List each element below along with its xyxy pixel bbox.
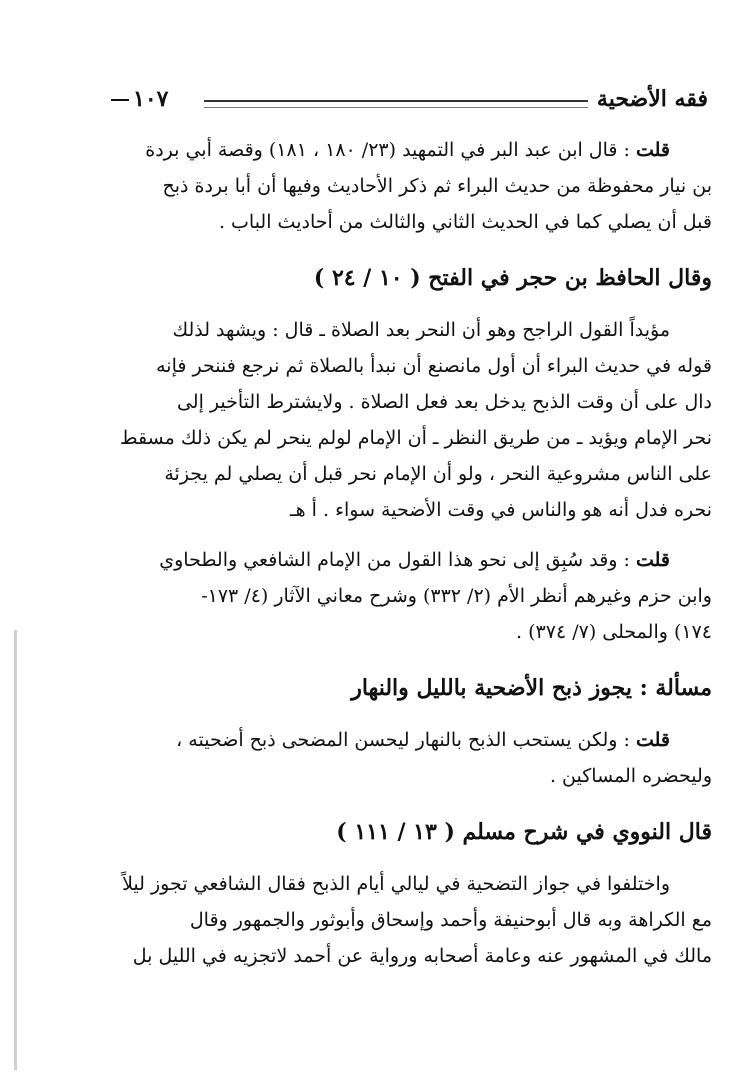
header-rule (204, 100, 588, 108)
book-title: فقه الأضحية (596, 86, 708, 112)
paragraph-line: قبل أن يصلي كما في الحديث الثاني والثالث من أحاديث الباب . (218, 211, 712, 233)
paragraph-line: بن نيار محفوظة من حديث البراء ثم ذكر الأحاديث وفيها أن أبا بردة ذبح (162, 175, 712, 197)
qultu-label: قلت (635, 139, 670, 161)
paragraph-line: مالك في المشهور عنه وعامة أصحابه ورواية عن أحمد لاتجزيه في الليل بل (132, 945, 712, 967)
paragraph-line: وليحضره المساكين . (549, 765, 712, 787)
paragraph-line: نحره فدل أنه هو والناس في وقت الأضحية سواء . أ هـ (290, 499, 712, 521)
paragraph-line (86, 542, 712, 578)
section-heading: وقال الحافظ بن حجر في الفتح ( ١٠ / ٢٤ ) (313, 265, 712, 291)
line-text: : وقد سُبِق إلى نحو هذا القول من الإمام الشافعي والطحاوي (159, 549, 636, 571)
section-heading: مسألة : يجوز ذبح الأضحية بالليل والنهار (351, 675, 712, 701)
page-body (86, 132, 712, 974)
line-text: : ولكن يستحب الذبح بالنهار ليحسن المضحى ذبح أضحيته ، (176, 729, 636, 751)
paragraph-line: واختلفوا في جواز التضحية في ليالي أيام الذبح فقال الشافعي تجوز ليلاً (122, 873, 670, 895)
line-text: : قال ابن عبد البر في التمهيد (٢٣/ ١٨٠ ، ١٨١) وقصة أبي بردة (145, 139, 636, 161)
paragraph-line: مع الكراهة وبه قال أبوحنيفة وأحمد وإسحاق وأبوثور والجمهور وقال (189, 909, 712, 931)
page-header (108, 82, 708, 116)
paragraph-line (86, 722, 712, 758)
paragraph-line: نحر الإمام ويؤيد ـ من طريق النظر ـ أن الإمام لولم ينحر لم يكن ذلك مسقط (120, 427, 712, 449)
paragraph-line: ١٧٤) والمحلى (٧/ ٣٧٤) . (516, 621, 712, 643)
paragraph-line: دال على أن وقت الذبح يدخل بعد فعل الصلاة . ولايشترط التأخير إلى (176, 391, 712, 413)
qultu-label: قلت (635, 729, 670, 751)
paragraph-line (86, 132, 712, 168)
paragraph-line: وابن حزم وغيرهم أنظر الأم (٢/ ٣٣٢) وشرح معاني الآثار (٤/ ١٧٣- (201, 585, 712, 607)
page-edge-shadow (14, 630, 17, 1070)
paragraph-line: على الناس مشروعية النحر ، ولو أن الإمام نحر قبل أن يصلي لم يجزئة (164, 463, 712, 485)
page-number: ١٠٧ (133, 82, 168, 116)
qultu-label: قلت (635, 549, 670, 571)
paragraph-line: قوله في حديث البراء أن أول مانصنع أن نبدأ بالصلاة ثم نرجع فننحر فإنه (156, 355, 712, 377)
paragraph-line: مؤيداً القول الراجح وهو أن النحر بعد الصلاة ـ قال : ويشهد لذلك (172, 319, 670, 341)
section-heading: قال النووي في شرح مسلم ( ١٣ / ١١١ ) (336, 819, 712, 845)
